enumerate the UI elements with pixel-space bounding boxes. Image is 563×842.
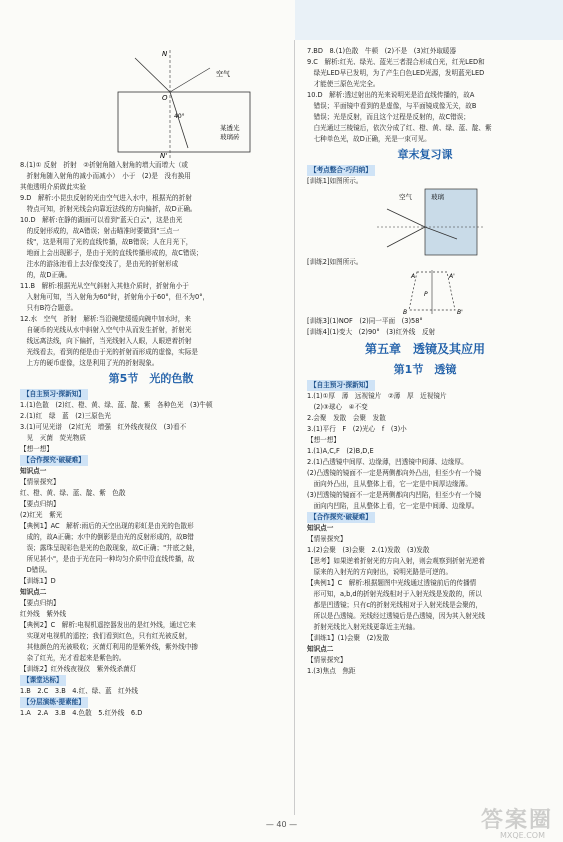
answer-line: 上方的硬币虚像，这是利用了光的折射现象。 (20, 359, 159, 367)
answer-line: 7.BD 8.(1)色散 牛顿 (2)不是 (3)红外取暖器 (307, 47, 457, 55)
answer-line: 【情景探究】 (307, 535, 347, 543)
review-body-3 (307, 316, 543, 338)
left-column (20, 40, 282, 719)
watermark: 答案圈 (480, 808, 553, 833)
label-glass-2: 玻璃砖 (220, 133, 240, 141)
answer-line: 成的，故A正确；水中的倒影是由光的反射形成的，故B错 (20, 533, 194, 541)
answer-line: 9.D 解析:小昆虫反射的光由空气进入水中，根据光的折射 (20, 194, 192, 202)
answer-line: 面向外凸出，且从整体上看，它一定是中间厚边缘薄。 (307, 480, 472, 488)
section5-body (20, 389, 282, 719)
answer-line: 1.(3)焦点 焦距 (307, 667, 356, 675)
answer-line: 自硬币的光线从水中斜射入空气中从而发生折射，折射光 (20, 326, 192, 334)
answer-line: 错误；光是反射，而且这个过程是反射的，故C错误； (307, 113, 470, 121)
answer-line: 3.(1)可见光谱 (2)红光 增强 红外线夜视仪 (3)看不 (20, 423, 187, 431)
refraction-diagram (20, 40, 282, 160)
answer-line: 【情景探究】 (307, 656, 347, 664)
answer-line: 2.会聚 发散 会聚 发散 (307, 414, 386, 422)
column-divider (294, 40, 295, 815)
section-tag: 【自主预习·探新知】 (20, 389, 88, 400)
answer-line: 1.B 2.C 3.B 4.红、绿、蓝 红外线 (20, 687, 138, 695)
answer-line: 七种单色光，故D正确，光是一束可见。 (307, 135, 431, 143)
answer-line: 形可知，a,b,d的折射光线相对于入射光线是发散的，所以 (307, 590, 482, 598)
left-answers (20, 160, 282, 369)
answer-line: 【训练1】(1)会聚 (2)发散 (307, 634, 390, 642)
section5-title: 第5节 光的色散 (108, 372, 194, 385)
answer-line: 红外线 紫外线 (20, 610, 67, 618)
answer-line: 折射角随入射角的减小而减小） 小于 (2)是 没有换用 (20, 172, 191, 180)
answer-line: 【典例2】C 解析:电视机遥控器发出的是红外线，通过它来 (20, 621, 196, 629)
section-tag: 【自主预习·探新知】 (307, 380, 375, 391)
answer-line: 的，故D正确。 (20, 271, 72, 279)
answer-line: 10.D 解析:透过射出的光来说明光是沿直线传播的，故A (307, 91, 475, 99)
answer-line: 1.(2)会聚 (3)会聚 2.(1)发散 (3)发散 (307, 546, 430, 554)
section-tag: 【课堂达标】 (20, 675, 66, 686)
label-n2: N' (160, 152, 168, 160)
answer-line: D错误。 (20, 566, 52, 574)
answer-line: 光线看去，看到的便是由于光的折射而形成的虚像，实际是 (20, 348, 199, 356)
answer-line: 才能使三原色光完全。 (307, 80, 380, 88)
fig2-glass: 玻璃 (431, 193, 444, 201)
answer-line: 【典例1】AC 解析:雨后的天空出现的彩虹是由光的色散形 (20, 522, 194, 530)
chapter-review-title: 章末复习课 (397, 148, 453, 161)
answer-line: 12.水 空气 折射 解析:当沿碗壁缓缓向碗中加水时，来 (20, 315, 191, 323)
answer-line: 都是凹透镜；只有c的折射光线相对于入射光线是会聚的， (307, 601, 483, 609)
answer-line: 错误；平面镜中看到的是虚像，与平面镜成像无关，故B (307, 102, 477, 110)
answer-line: 【想一想】 (20, 445, 53, 453)
training1-figure (307, 187, 543, 257)
fig3-p: P (424, 291, 428, 298)
glass-refraction-diagram (307, 187, 543, 257)
section1-body (307, 380, 543, 677)
section-tag: 【分层演练·提素能】 (20, 697, 88, 708)
section1-title: 第1节 透镜 (393, 363, 457, 376)
answer-line: 线"，这是利用了光的直线传播，故B错误；人在月光下， (20, 238, 193, 246)
answer-line: 所见甚小"，是由于光在同一种均匀介质中沿直线传播，故 (20, 555, 195, 563)
answer-line: 1.(1)A,C,F (2)B,D,E (307, 447, 374, 455)
training2-figure (307, 268, 543, 316)
section-tag-row (307, 380, 543, 391)
chapter5-title: 第五章 透镜及其应用 (364, 342, 485, 356)
answer-line: 【训练2】红外线夜视仪 紫外线杀菌灯 (20, 665, 137, 673)
refraction-figure (20, 40, 282, 160)
answer-line: [训练1]如图所示。 (307, 177, 363, 185)
answer-line: 面向内凹陷，且从整体上看，它一定是中间薄、边缘厚。 (307, 502, 479, 510)
answer-line: 10.D 解析:在静的湖面可以看到"蓝天白云"，这是由光 (20, 216, 183, 224)
section-tag-row (307, 165, 543, 176)
answer-line: 白光通过三棱镜后，依次分成了红、橙、黄、绿、蓝、靛、紫 (307, 124, 492, 132)
answer-line: 折射光线比入射光线更靠近主光轴。 (307, 623, 420, 631)
answer-line: 【要点归纳】 (20, 500, 60, 508)
knowledge-point-heading: 知识点一 (307, 524, 334, 532)
label-air: 空气 (216, 70, 230, 78)
label-glass-1: 某透光 (220, 124, 240, 132)
knowledge-point-heading: 知识点一 (20, 467, 47, 475)
answer-line: 【想一想】 (307, 436, 340, 444)
answer-line: 原来的入射光的方向射出，说明光路是可逆的。 (307, 568, 453, 576)
fig2-air: 空气 (399, 193, 412, 201)
knowledge-point-heading: 知识点二 (307, 645, 334, 653)
answer-line: 注水的游泳池看上去好像变浅了，是由光的折射形成 (20, 260, 179, 268)
section-tag-row (20, 389, 282, 400)
mirror-image-diagram (307, 268, 543, 316)
answer-line: 的反射形成的，故A错误；射击瞄准时要做到"三点一 (20, 227, 180, 235)
section-tag-row (20, 675, 282, 686)
answer-line: 8.(1)① 反射 折射 ②折射角随入射角的增大而增大（或 (20, 161, 189, 169)
answer-line: 误；露珠呈现彩色是光的色散现象，故C正确；"井底之蛙， (20, 544, 200, 552)
answer-line: (2)红光 紫光 (20, 511, 63, 519)
section-tag: 【合作探究·破疑难】 (20, 455, 88, 466)
label-n: N (162, 50, 168, 58)
section-tag-row (307, 512, 543, 523)
page-number: — 40 — (265, 820, 298, 829)
fig3-a2: A' (449, 273, 455, 280)
answer-line: 2.(1)凸透镜中间厚、边缘薄，凹透镜中间薄、边缘厚。 (307, 458, 468, 466)
answer-line: 线远离法线，向下偏折，当光线射入人眼，人眼逆着折射 (20, 337, 192, 345)
answer-line: 只有B符合题意。 (20, 304, 78, 312)
section-tag: 【合作探究·破疑难】 (307, 512, 375, 523)
answer-line: (2)凸透镜的镜面不一定是两侧都向外凸出，但至少有一个镜 (307, 469, 482, 477)
answer-line: 1.(1)色散 (2)红、橙、黄、绿、蓝、靛、紫 各种色光 (3)牛顿 (20, 401, 213, 409)
answer-line: 实现对电视机的遥控；我们看到红色，只有红光被反射， (20, 632, 192, 640)
answer-line: 【典例1】C 解析:根据题图中光线通过透镜前后的传播情 (307, 579, 477, 587)
answer-line: 【训练1】D (20, 577, 56, 585)
answer-line: 绿光LED早已发明，为了产生白色LED光源，发明蓝光LED (307, 69, 485, 77)
label-o: O (162, 94, 168, 102)
answer-line: 入射角可知，当入射角为60°时，折射角小于60°，但不为0°， (20, 293, 210, 301)
answer-line: 【情景探究】 (20, 478, 60, 486)
answer-line: 所以是凸透镜。光线经过透镜后是凸透镜，因为其入射光线 (307, 612, 486, 620)
right-answers (307, 46, 543, 145)
answer-line: 3.(1)平行 F (2)光心 f (3)小 (307, 425, 407, 433)
answer-line: 9.C 解析:红光、绿光、蓝光三者混合形成白光，红光LED和 (307, 58, 485, 66)
label-angle: 40° (174, 113, 185, 120)
answer-line: 其他颜色的光被吸收；灭菌灯利用的是紫外线，紫外线中掺 (20, 643, 199, 651)
answer-line: 特点可知，折射光线会向靠近法线的方向偏折，故D正确。 (20, 205, 197, 213)
answer-line: 2.(1)红 绿 蓝 (2)三原色光 (20, 412, 111, 420)
review-body (307, 165, 543, 187)
right-column (307, 46, 543, 677)
answer-line: [训练2]如图所示。 (307, 258, 363, 266)
section-tag: 【考点整合·巧归纳】 (307, 165, 375, 176)
fig3-a: A (411, 273, 416, 280)
answer-line: [训练4](1)变大 (2)90° (3)红外线 反射 (307, 328, 436, 336)
answer-line: (2)③球心 ④不变 (307, 403, 368, 411)
answer-line: 1.(1)①厚 薄 远视镜片 ②薄 厚 近视镜片 (307, 392, 447, 400)
answer-line: 1.A 2.A 3.B 4.色散 5.红外线 6.D (20, 709, 143, 717)
answer-line: 红、橙、黄、绿、蓝、靛、紫 色散 (20, 489, 126, 497)
answer-line: (3)凹透镜的镜面不一定是两侧都向内凹陷，但至少有一个镜 (307, 491, 482, 499)
answer-line: 【要点归纳】 (20, 599, 60, 607)
answer-line: 见 灭菌 荧光物质 (20, 434, 86, 442)
header-band (295, 0, 563, 40)
knowledge-point-heading: 知识点二 (20, 588, 47, 596)
answer-line: 杂了红光，光才看起来是紫色的。 (20, 654, 126, 662)
answer-line: [训练3](1)NOF (2)同一平面 (3)58° (307, 317, 423, 325)
review-body-2 (307, 257, 543, 268)
watermark-url: MXQE.COM (499, 831, 545, 840)
answer-line: 【思考】如果逆着折射光的方向入射，则会观察到折射光逆着 (307, 557, 486, 565)
answer-line: 地面上会出现影子，是由于光的直线传播形成的，故C错误； (20, 249, 203, 257)
section-tag-row (20, 455, 282, 466)
fig3-b2: B' (457, 309, 463, 316)
answer-line: 其他透明介质做此实验 (20, 183, 86, 191)
fig3-b: B (403, 309, 408, 316)
answer-line: 11.B 解析:根据光从空气斜射入其他介质时，折射角小于 (20, 282, 189, 290)
section-tag-row (20, 697, 282, 708)
